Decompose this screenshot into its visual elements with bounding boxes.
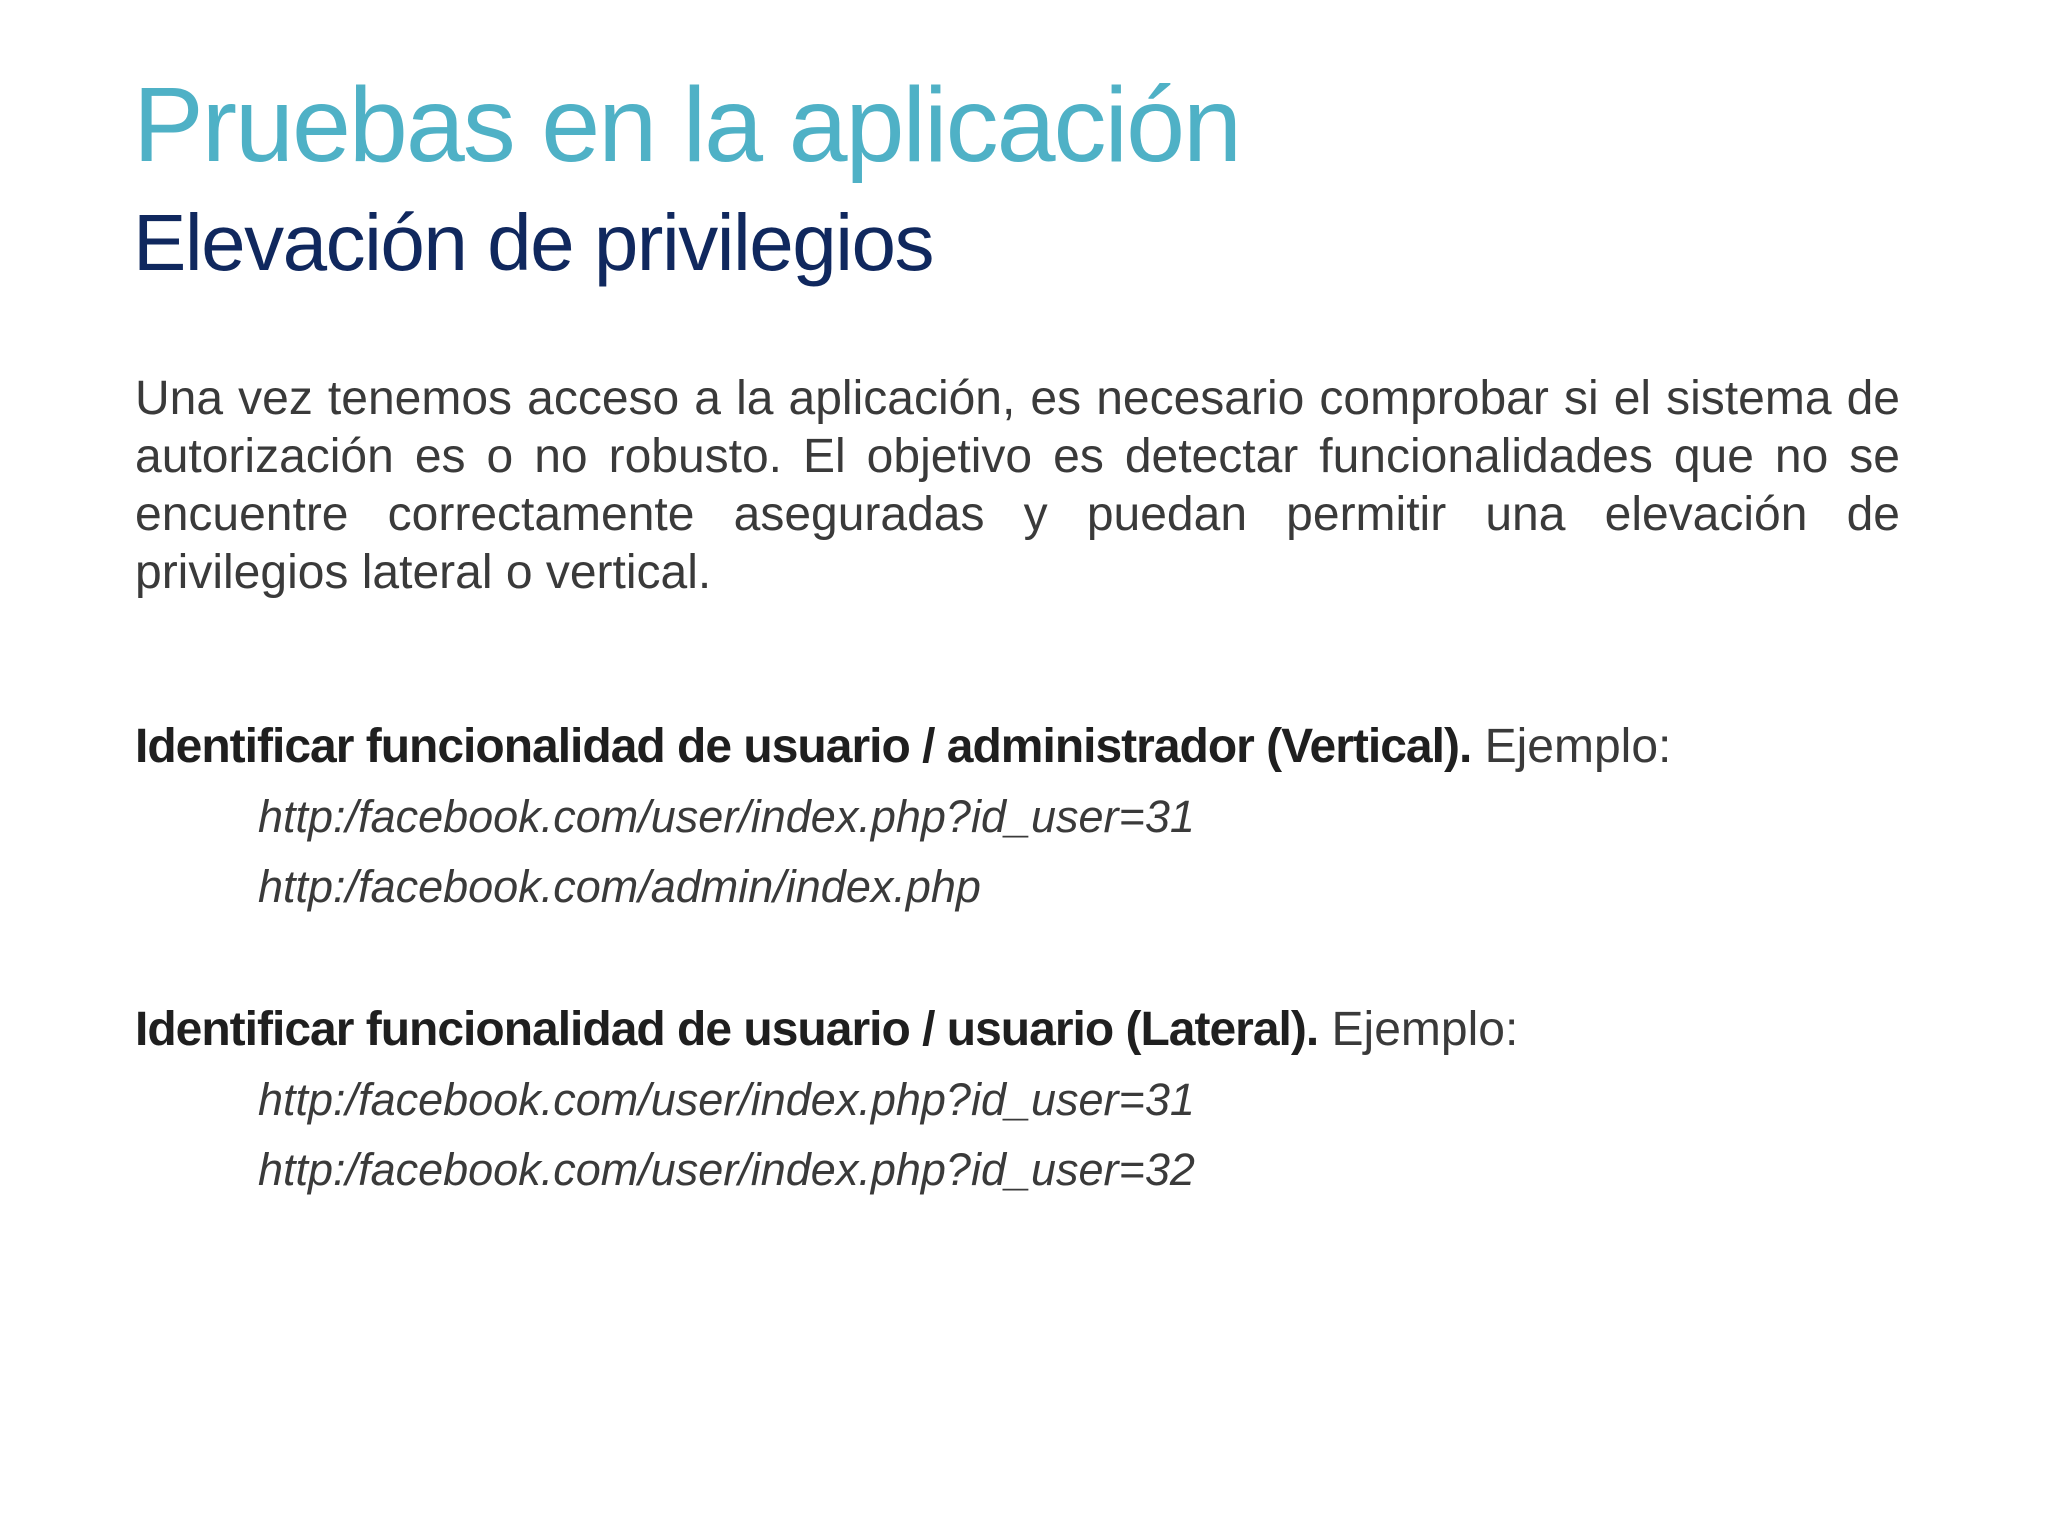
section-heading-text: Identificar funcionalidad de usuario / usuario (Lateral). (135, 1003, 1319, 1056)
example-url-list (135, 782, 1935, 922)
example-url: http:/facebook.com/admin/index.php (258, 861, 981, 912)
slide-subtitle: Elevación de privilegios (133, 198, 934, 287)
example-url: http:/facebook.com/user/index.php?id_user=31 (258, 791, 1195, 842)
section-vertical (135, 712, 1935, 922)
slide-title: Pruebas en la aplicación (133, 66, 1240, 184)
example-label: Ejemplo: (1318, 1003, 1519, 1056)
section-heading (135, 995, 1935, 1065)
section-lateral (135, 995, 1935, 1205)
example-url: http:/facebook.com/user/index.php?id_user=31 (258, 1074, 1195, 1125)
example-label: Ejemplo: (1471, 720, 1672, 773)
example-url-list (135, 1065, 1935, 1205)
example-url: http:/facebook.com/user/index.php?id_user=32 (258, 1144, 1195, 1195)
intro-paragraph: Una vez tenemos acceso a la aplicación, es necesario comprobar si el sistema de autorización es o no robusto. El objetivo es detectar funcionalidades que no se encuentre correctamente aseguradas y puedan permitir una elevación de privilegios lateral o vertical. (135, 372, 1900, 599)
section-heading (135, 712, 1935, 782)
section-heading-text: Identificar funcionalidad de usuario / administrador (Vertical). (135, 720, 1472, 773)
